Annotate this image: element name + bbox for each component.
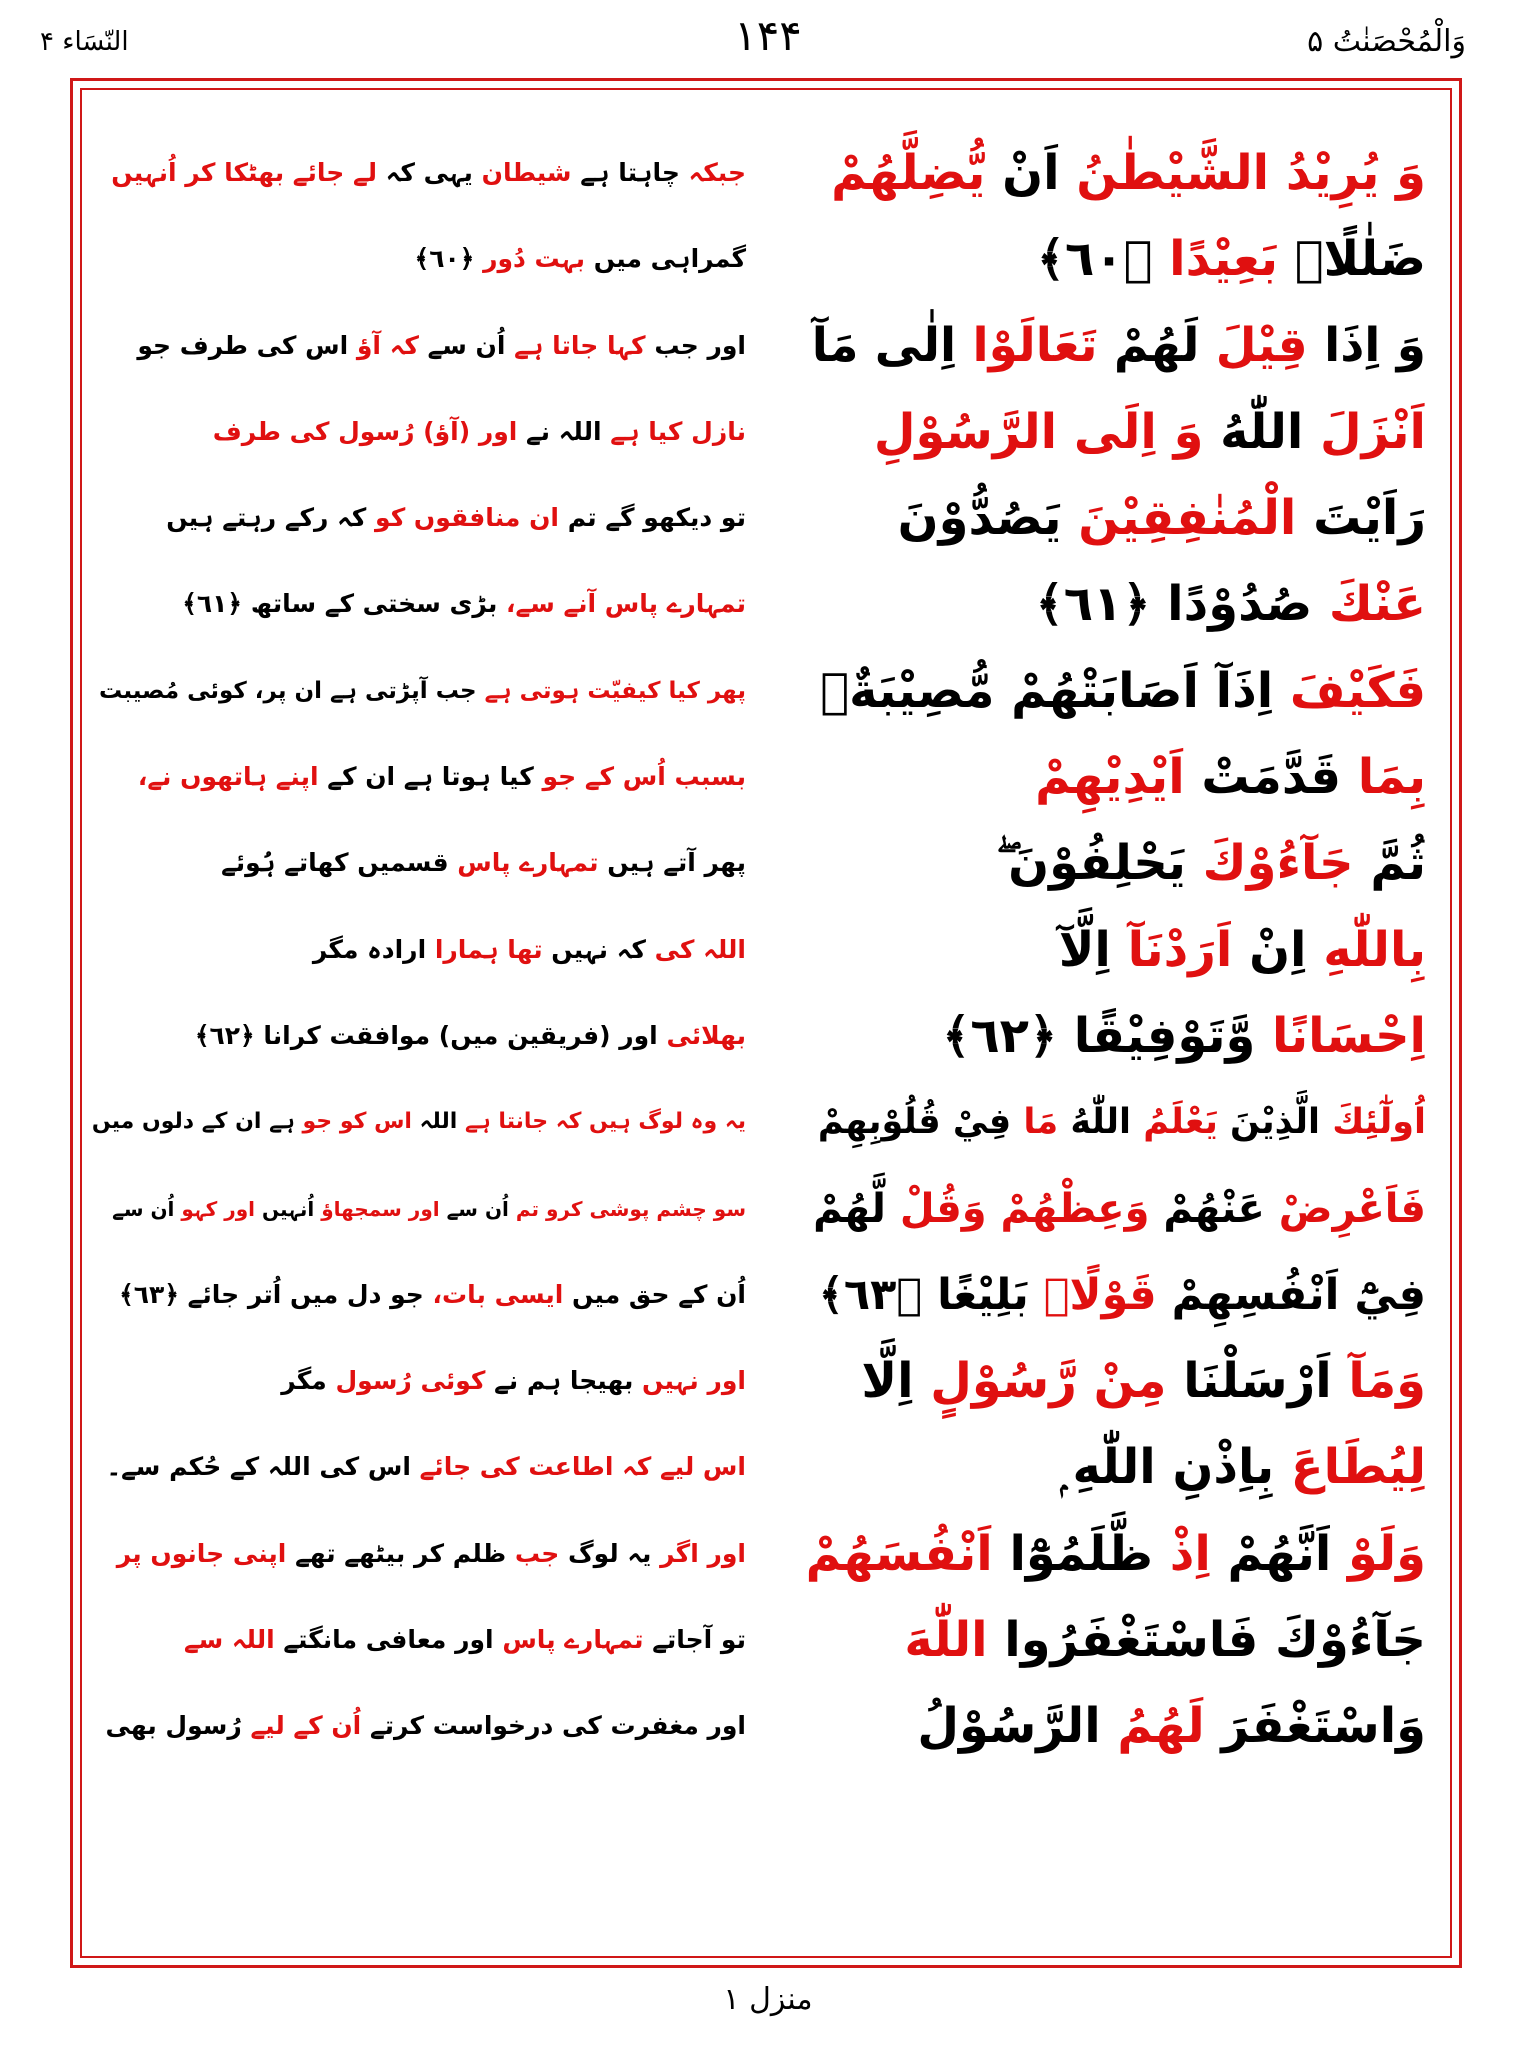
- urdu-line: [86, 907, 746, 993]
- arabic-segment: وَمَآ: [1331, 1353, 1426, 1410]
- urdu-segment: اور جب: [645, 330, 746, 360]
- arabic-segment: فَاسْتَغْفَرُوا: [987, 1612, 1259, 1669]
- arabic-segment: بَعِيْدًا: [1152, 231, 1279, 288]
- arabic-segment: الَّذِيْنَ: [1217, 1102, 1321, 1143]
- arabic-segment: ﴿٦١﴾: [1035, 576, 1151, 633]
- arabic-segment: جَآءُوْكَ: [1185, 835, 1354, 892]
- arabic-segment: يَصُدُّوْنَ: [897, 490, 1062, 547]
- urdu-segment: اللہ سے: [183, 1625, 275, 1655]
- arabic-segment: صُدُوْدًا: [1150, 576, 1313, 633]
- urdu-segment: کوئی رُسول: [326, 1366, 486, 1396]
- arabic-segment: قَدَّمَتْ: [1184, 749, 1342, 806]
- arabic-segment: قَوْلًاۢ: [1028, 1269, 1157, 1320]
- arabic-line: [806, 561, 1426, 647]
- urdu-segment: اور (فریقین میں) موافقت کرانا: [254, 1020, 658, 1050]
- arabic-segment: اللّٰهَ: [904, 1612, 988, 1669]
- arabic-segment: فَكَيْفَ: [1273, 662, 1426, 719]
- arabic-segment: اِلَّا: [861, 1353, 914, 1410]
- urdu-segment: قسمیں کھاتے ہُوئے: [221, 848, 449, 878]
- urdu-segment: ان منافقوں کو: [366, 503, 559, 533]
- arabic-segment: اَنَّهُمْ: [1210, 1525, 1332, 1582]
- urdu-segment: اور کہو: [174, 1196, 256, 1221]
- urdu-segment: سو چشم پوشی کرو تم: [508, 1196, 746, 1221]
- urdu-segment: ایسی بات،: [423, 1279, 564, 1309]
- arabic-segment: اَرْسَلْنَا: [1166, 1353, 1332, 1410]
- urdu-segment: مگر: [281, 1366, 327, 1396]
- urdu-segment: اُنہیں: [255, 1196, 315, 1221]
- arabic-segment: وَاسْتَغْفَرَ: [1204, 1698, 1426, 1755]
- arabic-segment: يُّضِلَّهُمْ: [831, 145, 986, 201]
- arabic-segment: الشَّيْطٰنُ: [1059, 145, 1270, 201]
- arabic-segment: اللّٰهُ: [1203, 403, 1304, 460]
- urdu-segment: ہے ان کے دلوں میں: [91, 1109, 295, 1135]
- urdu-segment: اللہ نے: [517, 416, 602, 446]
- arabic-segment: جَآءُوْكَ: [1258, 1612, 1426, 1669]
- arabic-line: [806, 303, 1426, 389]
- juz-title: وَالْمُحْصَنٰتُ ۵: [1307, 24, 1466, 59]
- page-number: ۱۴۴: [734, 11, 802, 60]
- urdu-segment: ﴿٦١﴾: [182, 589, 243, 619]
- urdu-segment: چاہتا ہے: [571, 158, 680, 187]
- urdu-line: [86, 1683, 746, 1769]
- urdu-line: [86, 389, 746, 475]
- urdu-segment: اس لیے کہ اطاعت کی جائے: [410, 1452, 746, 1482]
- urdu-segment: رُسول بھی: [105, 1711, 242, 1741]
- arabic-segment: بِاللّٰهِ: [1306, 921, 1426, 978]
- arabic-segment: عَنْكَ: [1312, 576, 1426, 633]
- arabic-segment: مِنْ رَّسُوْلٍ: [913, 1353, 1167, 1410]
- manzil-footer: منزل ۱: [723, 1982, 813, 2017]
- arabic-segment: اِنْ: [1232, 921, 1307, 978]
- urdu-segment: اور اگر: [651, 1538, 746, 1568]
- arabic-line: [806, 216, 1426, 302]
- arabic-segment: الرَّسُوْلُ: [917, 1698, 1101, 1755]
- arabic-line: [806, 389, 1426, 475]
- urdu-line: [86, 1338, 746, 1424]
- arabic-segment: مُّصِيْبَةٌۢ: [820, 662, 995, 719]
- arabic-line: [806, 475, 1426, 561]
- urdu-segment: شیطان: [472, 158, 572, 187]
- arabic-line: [806, 1511, 1426, 1597]
- arabic-segment: عَنْهُمْ: [1149, 1185, 1265, 1232]
- urdu-segment: تھا ہمارا: [426, 934, 543, 964]
- urdu-segment: تو آجاتے: [643, 1625, 746, 1655]
- urdu-segment: تمہارے پاس: [493, 1625, 644, 1655]
- urdu-segment: نازل کیا ہے: [601, 416, 746, 446]
- arabic-line: [806, 1597, 1426, 1683]
- arabic-segment: وَّتَوْفِيْقًا: [1057, 1007, 1256, 1064]
- urdu-segment: ﴿٦٠﴾: [414, 244, 475, 274]
- arabic-segment: لَهُمْ: [1097, 317, 1200, 373]
- urdu-segment: بسبب اُس کے جو: [533, 762, 746, 792]
- urdu-segment: اُن سے: [439, 1196, 509, 1221]
- urdu-line: [86, 1597, 746, 1683]
- urdu-segment: یہی کہ: [377, 158, 473, 187]
- urdu-segment: ظلم کر بیٹھے تھے: [286, 1538, 507, 1568]
- urdu-segment: اُن سے: [112, 1196, 175, 1221]
- urdu-segment: پھر آتے ہیں: [598, 848, 746, 878]
- urdu-line: [86, 1166, 746, 1252]
- urdu-line: [86, 734, 746, 820]
- arabic-segment: ثُمَّ: [1353, 835, 1426, 892]
- urdu-segment: اس کی طرف جو: [137, 330, 349, 360]
- arabic-segment: الرَّسُوْلِ: [873, 403, 1058, 460]
- arabic-line: [806, 1079, 1426, 1165]
- arabic-segment: اَنْ: [985, 145, 1060, 201]
- urdu-segment: ﴿٦٢﴾: [194, 1020, 255, 1050]
- surah-title: النّسَاء ۴: [40, 27, 129, 57]
- arabic-line: [806, 734, 1426, 820]
- urdu-segment: کہ نہیں: [542, 934, 646, 964]
- arabic-segment: اِلَّآ: [1058, 921, 1111, 978]
- arabic-segment: اُولٰٓئِكَ: [1320, 1102, 1426, 1143]
- urdu-segment: کہ آؤ: [348, 330, 419, 360]
- arabic-segment: الْمُنٰفِقِيْنَ: [1061, 490, 1297, 547]
- urdu-segment: بہت دُور: [474, 244, 586, 274]
- urdu-segment: جب آپڑتی ہے ان پر،: [246, 677, 477, 704]
- arabic-segment: فَاَعْرِضْ: [1264, 1185, 1426, 1232]
- arabic-segment: رَاَيْتَ: [1296, 490, 1426, 547]
- urdu-segment: اللہ: [411, 1109, 458, 1135]
- urdu-segment: اس کو جو: [294, 1109, 412, 1135]
- urdu-segment: ﴿٦٣﴾: [119, 1279, 179, 1309]
- arabic-segment: اَنْزَلَ: [1303, 403, 1426, 460]
- arabic-line: [806, 820, 1426, 906]
- urdu-segment: تمہارے پاس آنے سے،: [497, 589, 746, 619]
- urdu-segment: کہا جاتا ہے: [505, 330, 646, 360]
- arabic-segment: بِمَا: [1341, 749, 1426, 806]
- arabic-segment: لَهُمُ: [1100, 1698, 1205, 1755]
- arabic-segment: اَيْدِيْهِمْ: [1035, 749, 1185, 806]
- arabic-segment: ﴿٦٣﴾: [818, 1269, 923, 1320]
- urdu-segment: اللہ کی: [645, 934, 746, 964]
- urdu-segment: اُن کے لیے: [241, 1711, 362, 1741]
- arabic-segment: بِاِذْنِ اللّٰهِ ۭ: [1060, 1439, 1275, 1496]
- urdu-segment: جب: [506, 1538, 560, 1568]
- arabic-line: [806, 907, 1426, 993]
- urdu-segment: پھر کیا کیفیّت ہوتی ہے: [476, 677, 746, 704]
- urdu-segment: کہ جانتا ہے: [457, 1109, 582, 1135]
- arabic-segment: لِيُطَاعَ: [1274, 1439, 1426, 1496]
- arabic-segment: ﴿٦٠﴾: [1036, 231, 1153, 288]
- arabic-line: [806, 1424, 1426, 1510]
- arabic-line: [806, 1252, 1426, 1338]
- urdu-segment: کیا ہوتا ہے ان کے: [318, 762, 534, 792]
- arabic-line: [806, 993, 1426, 1079]
- arabic-segment: اَنْفُسَهُمْ: [805, 1525, 993, 1582]
- arabic-segment: اِلٰى مَآ: [811, 317, 957, 373]
- arabic-segment: اَرَدْنَآ: [1110, 921, 1233, 978]
- arabic-segment: وَ اِلَى: [1057, 403, 1204, 460]
- arabic-segment: وَ يُرِيْدُ: [1269, 145, 1426, 201]
- urdu-line: [86, 993, 746, 1079]
- urdu-segment: جبکہ: [679, 158, 746, 187]
- arabic-segment: ضَلٰلًاۢ: [1278, 231, 1426, 288]
- urdu-line: [86, 216, 746, 302]
- arabic-segment: وَعِظْهُمْ: [986, 1185, 1150, 1232]
- arabic-segment: فِيْٓ اَنْفُسِهِمْ: [1156, 1269, 1426, 1320]
- urdu-line: [86, 130, 746, 216]
- arabic-line: [806, 130, 1426, 216]
- urdu-segment: اور (آؤ) رُسول کی طرف: [212, 416, 518, 446]
- arabic-segment: ﴿٦٢﴾: [942, 1007, 1058, 1064]
- arabic-line: [806, 1338, 1426, 1424]
- urdu-segment: ارادہ مگر: [312, 934, 427, 964]
- urdu-segment: کہ رکے رہتے ہیں: [166, 503, 367, 533]
- urdu-segment: اور نہیں: [633, 1366, 746, 1396]
- arabic-segment: مَا: [1011, 1102, 1059, 1143]
- urdu-line: [86, 820, 746, 906]
- arabic-segment: تَعَالَوْا: [956, 317, 1098, 373]
- urdu-line: [86, 1424, 746, 1510]
- urdu-segment: اور معافی مانگتے: [274, 1625, 494, 1655]
- arabic-line: [806, 1683, 1426, 1769]
- arabic-segment: اللّٰهُ: [1058, 1102, 1132, 1143]
- arabic-segment: لَّهُمْ: [813, 1185, 886, 1232]
- arabic-segment: وَقُلْ: [885, 1185, 987, 1232]
- urdu-segment: اپنے ہاتھوں نے،: [137, 762, 319, 792]
- arabic-segment: ظَّلَمُوْٓا: [992, 1525, 1154, 1582]
- arabic-segment: اِحْسَانًا: [1255, 1007, 1426, 1064]
- urdu-line: [86, 1511, 746, 1597]
- arabic-segment: قِيْلَ: [1199, 317, 1308, 373]
- urdu-line: [86, 648, 746, 734]
- arabic-segment: اِذْ: [1153, 1525, 1211, 1582]
- arabic-segment: يَحْلِفُوْنَ ۖ: [996, 835, 1186, 892]
- urdu-line: [86, 303, 746, 389]
- urdu-segment: بڑی سختی کے ساتھ: [242, 589, 498, 619]
- arabic-line: [806, 648, 1426, 734]
- urdu-segment: بھیجا ہم نے: [485, 1366, 634, 1396]
- urdu-segment: جو دل میں اُتر جائے: [178, 1279, 424, 1309]
- urdu-segment: اور مغفرت کی درخواست کرتے: [361, 1711, 746, 1741]
- urdu-segment: اس کی اللہ کے حُکم سے۔: [106, 1452, 411, 1482]
- urdu-translation-column: [86, 130, 746, 1770]
- arabic-segment: اِذَآ اَصَابَتْهُمْ: [994, 662, 1274, 719]
- arabic-segment: وَ اِذَا: [1307, 317, 1426, 373]
- urdu-line: [86, 1252, 746, 1338]
- urdu-segment: تمہارے پاس: [448, 848, 599, 878]
- urdu-segment: یہ لوگ: [559, 1538, 652, 1568]
- urdu-segment: گمراہی میں: [585, 244, 746, 274]
- urdu-segment: کوئی مُصیبت: [99, 677, 247, 704]
- urdu-segment: تو دیکھو گے تم: [559, 503, 746, 533]
- urdu-line: [86, 1079, 746, 1165]
- arabic-segment: وَلَوْ: [1331, 1525, 1426, 1582]
- arabic-segment: فِيْ قُلُوْبِهِمْ: [817, 1102, 1012, 1143]
- arabic-text-column: [806, 130, 1426, 1770]
- urdu-segment: اُن کے حق میں: [563, 1279, 746, 1309]
- arabic-segment: يَعْلَمُ: [1131, 1102, 1218, 1143]
- urdu-segment: یہ وہ لوگ ہیں: [581, 1109, 746, 1135]
- arabic-segment: بَلِيْغًا: [922, 1269, 1029, 1320]
- urdu-line: [86, 475, 746, 561]
- urdu-line: [86, 561, 746, 647]
- arabic-line: [806, 1166, 1426, 1252]
- urdu-segment: اپنی جانوں پر: [116, 1538, 287, 1568]
- urdu-segment: بھلائی: [657, 1020, 746, 1050]
- urdu-segment: اور سمجھاؤ: [314, 1196, 440, 1221]
- urdu-segment: اُن سے: [418, 330, 506, 360]
- urdu-segment: لے جائے بھٹکا کر اُنہیں: [111, 158, 377, 187]
